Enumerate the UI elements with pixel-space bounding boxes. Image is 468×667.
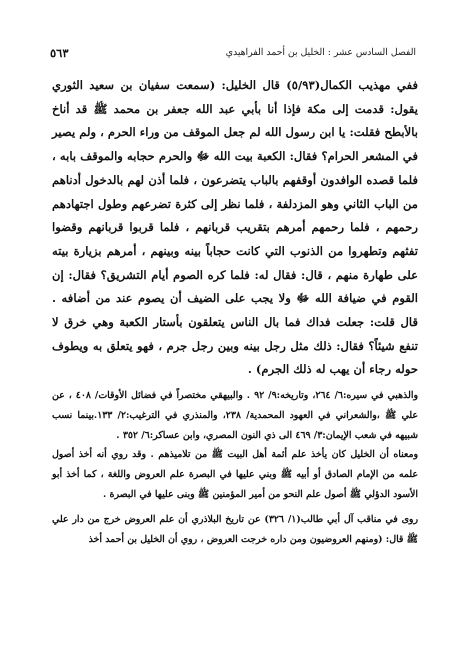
note-paragraph-meaning: ومعناه أن الخليل كان يأخذ علم أئمة أهل البيت ﷺ من تلاميذهم . وقد روي أنه أخذ أصول علمه من الإمام الصادق أو أبيه ﷺ وبني عليها في البصرة علم العروض واللغة ، كما أخذ أبو الأسود الدؤلي ﷺ أصول علم النحو من أمير المؤمنين ﷺ وبنى عليها في البصرة . [52, 449, 418, 500]
notes-section [52, 386, 418, 550]
page-header [50, 46, 416, 62]
note-paragraph-manaqib: روى في مناقب آل أبي طالب(١/ ٣٢٦) عن تاريخ البلاذري أن علم العروض خرج من دار علي ﷺ قال: (ومنهم العروضيون ومن داره خرجت العروض ، روي أن الخليل بن أحمد أخذ [52, 514, 418, 546]
page-body [52, 74, 418, 550]
running-title: الفصل السادس عشر : الخليل بن أحمد الفراهيدي [225, 47, 416, 58]
main-paragraph: ففي مهذيب الكمال(٥/٩٣) قال الخليل: (سمعت سفيان بن سعيد الثوري يقول: قدمت إلى مكة فإذا أنا بأبي عبد الله جعفر بن محمد ﷺ قد أناخ بالأبطح فقلت: يا ابن رسول الله لم جعل الموقف من وراء الحرم ، ولم يصير في المشعر الحرام؟ فقال: الكعبة بيت الله ﷻ والحرم حجابه والموقف بابه ، فلما قصده الوافدون أوقفهم بالباب يتضرعون ، فلما أذن لهم بالدخول أدناهم من الباب الثاني وهو المزدلفة ، فلما نظر إلى كثرة تضرعهم وطول اجتهادهم رحمهم ، فلما رحمهم أمرهم بتقريب قربانهم ، فلما قربوا قربانهم وقضوا تفثهم وتطهروا من الذنوب التي كانت حجاباً بينه وبينهم ، أمرهم بزيارة بيته على طهارة منهم ، قال: فقال له: فلما كره الصوم أيام التشريق؟ فقال: إن القوم في ضيافة الله ﷻ ولا يجب على الضيف أن يصوم عند من أضافه . قال قلت: جعلت فداك فما بال الناس يتعلقون بأستار الكعبة وهي خرق لا تنفع شيئاً؟ فقال: ذلك مثل رجل بينه وبين رجل جرم ، فهو يتعلق به ويطوف حوله رجاء أن يهب له ذلك الجرم) . [52, 78, 418, 377]
main-text [52, 74, 418, 382]
note-paragraph-sources: والذهبي في سيره:٦/ ٢٦٤، وتاريخه:٩/ ٩٢ . والبيهقي مختصراً في فضائل الأوقات/ ٤٠٨ ، عن علي ﷺ ،والشعراني في العهود المحمدية/ ٢٣٨، والمنذري في الترغيب:٢/ ١٣٣.بينما نسب شبيهه في شعب الإيمان:٣/ ٤٦٩ الى ذي النون المصري، وابن عساكر:٦/ ٣٥٢ . [52, 390, 418, 441]
page-number: ٥٦٣ [50, 46, 69, 60]
